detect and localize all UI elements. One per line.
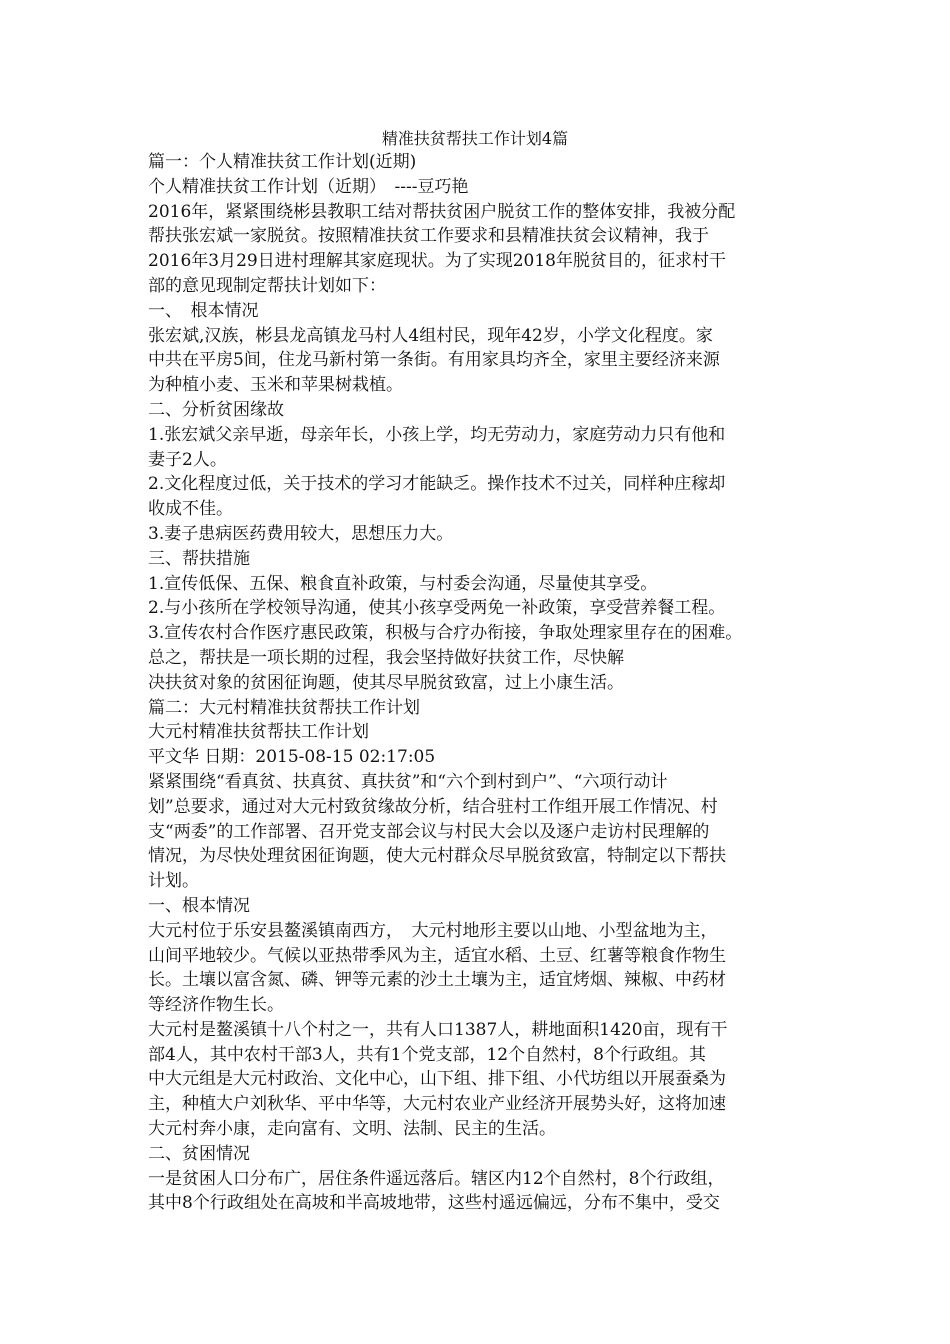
text-line: 山间平地较少。气候以亚热带季风为主，适宜水稻、土豆、红薯等粮食作物生 [148, 945, 726, 966]
text-line: 部4人，其中农村干部3人，共有1个党支部，12个自然村，8个行政组。其 [148, 1044, 706, 1065]
text-line: 收成不佳。 [148, 499, 233, 520]
text-line: 2.文化程度过低，关于技术的学习才能缺乏。操作技术不过关，同样种庄稼却 [148, 474, 726, 495]
text-line: 支“两委”的工作部署、召开党支部会议与村民大会以及逐户走访村民理解的 [148, 821, 710, 842]
text-line: 3.宣传农村合作医疗惠民政策，积极与合疗办衔接，争取处理家里存在的困难。 [148, 623, 743, 644]
document-body [148, 150, 808, 1216]
text-line: 部的意见现制定帮扶计划如下： [148, 275, 386, 296]
text-line: 一、根本情况 [148, 895, 250, 916]
text-line: 中大元组是大元村政治、文化中心，山下组、排下组、小代坊组以开展蚕桑为 [148, 1069, 726, 1090]
text-line: 张宏斌,汉族，彬县龙高镇龙马村人4组村民，现年42岁，小学文化程度。家 [148, 325, 713, 346]
text-line: 篇一：个人精准扶贫工作计划(近期) [148, 152, 417, 172]
text-line: 1.张宏斌父亲早逝，母亲年长，小孩上学，均无劳动力，家庭劳动力只有他和 [148, 424, 726, 445]
text-line: 篇二：大元村精准扶贫帮扶工作计划 [148, 697, 420, 718]
text-line: 中共在平房5间，住龙马新村第一条街。有用家具均齐全，家里主要经济来源 [148, 350, 720, 371]
text-line: 情况，为尽快处理贫困征询题，使大元村群众尽早脱贫致富，特制定以下帮扶 [148, 846, 726, 867]
text-line: 2.与小孩所在学校领导沟通，使其小孩享受两免一补政策，享受营养餐工程。 [148, 598, 726, 619]
text-line: 个人精准扶贫工作计划（近期） ----豆巧艳 [148, 176, 469, 197]
text-line: 划”总要求，通过对大元村致贫缘故分析，结合驻村工作组开展工作情况、村 [148, 796, 718, 817]
text-line: 一、 根本情况 [148, 300, 259, 321]
document-title: 精准扶贫帮扶工作计划4篇 [381, 129, 569, 148]
text-line: 一是贫困人口分布广，居住条件遥远落后。辖区内12个自然村，8个行政组， [148, 1168, 725, 1189]
text-line: 二、分析贫困缘故 [148, 399, 284, 420]
text-line: 为种植小麦、玉米和苹果树栽植。 [148, 375, 403, 396]
text-line: 平文华 日期：2015-08-15 02:17:05 [148, 747, 436, 768]
text-line: 妻子2人。 [148, 449, 227, 470]
text-line: 3.妻子患病医药费用较大，思想压力大。 [148, 523, 454, 544]
text-line: 计划。 [148, 871, 199, 892]
text-line: 等经济作物生长。 [148, 995, 284, 1016]
text-line: 主，种植大户刘秋华、平中华等，大元村农业产业经济开展势头好，这将加速 [148, 1094, 726, 1115]
text-line: 紧紧围绕“看真贫、扶真贫、真扶贫”和“六个到村到户”、“六项行动计 [148, 771, 668, 792]
text-line: 其中8个行政组处在高坡和半高坡地带，这些村遥远偏远，分布不集中，受交 [148, 1193, 720, 1214]
text-line: 大元村精准扶贫帮扶工作计划 [148, 722, 369, 743]
text-line: 帮扶张宏斌一家脱贫。按照精准扶贫工作要求和县精准扶贫会议精神，我于 [148, 226, 709, 247]
text-line: 总之，帮扶是一项长期的过程，我会坚持做好扶贫工作，尽快解 [148, 647, 624, 668]
text-line: 大元村奔小康，走向富有、文明、法制、民主的生活。 [148, 1119, 556, 1140]
text-line: 大元村位于乐安县鳌溪镇南西方， 大元村地形主要以山地、小型盆地为主， [148, 920, 718, 941]
text-line: 1.宣传低保、五保、粮食直补政策，与村委会沟通，尽量使其享受。 [148, 573, 658, 594]
text-line: 决扶贫对象的贫困征询题，使其尽早脱贫致富，过上小康生活。 [148, 672, 624, 693]
text-line: 大元村是鳌溪镇十八个村之一，共有人口1387人，耕地面积1420亩，现有干 [148, 1019, 728, 1040]
text-line: 2016年，紧紧围绕彬县教职工结对帮扶贫困户脱贫工作的整体安排，我被分配 [148, 201, 736, 222]
text-line: 2016年3月29日进村理解其家庭现状。为了实现2018年脱贫目的，征求村干 [148, 251, 726, 272]
text-line: 二、贫困情况 [148, 1143, 250, 1164]
text-line: 三、帮扶措施 [148, 548, 250, 569]
text-line: 长。土壤以富含氮、磷、钾等元素的沙土土壤为主，适宜烤烟、辣椒、中药材 [148, 970, 726, 991]
